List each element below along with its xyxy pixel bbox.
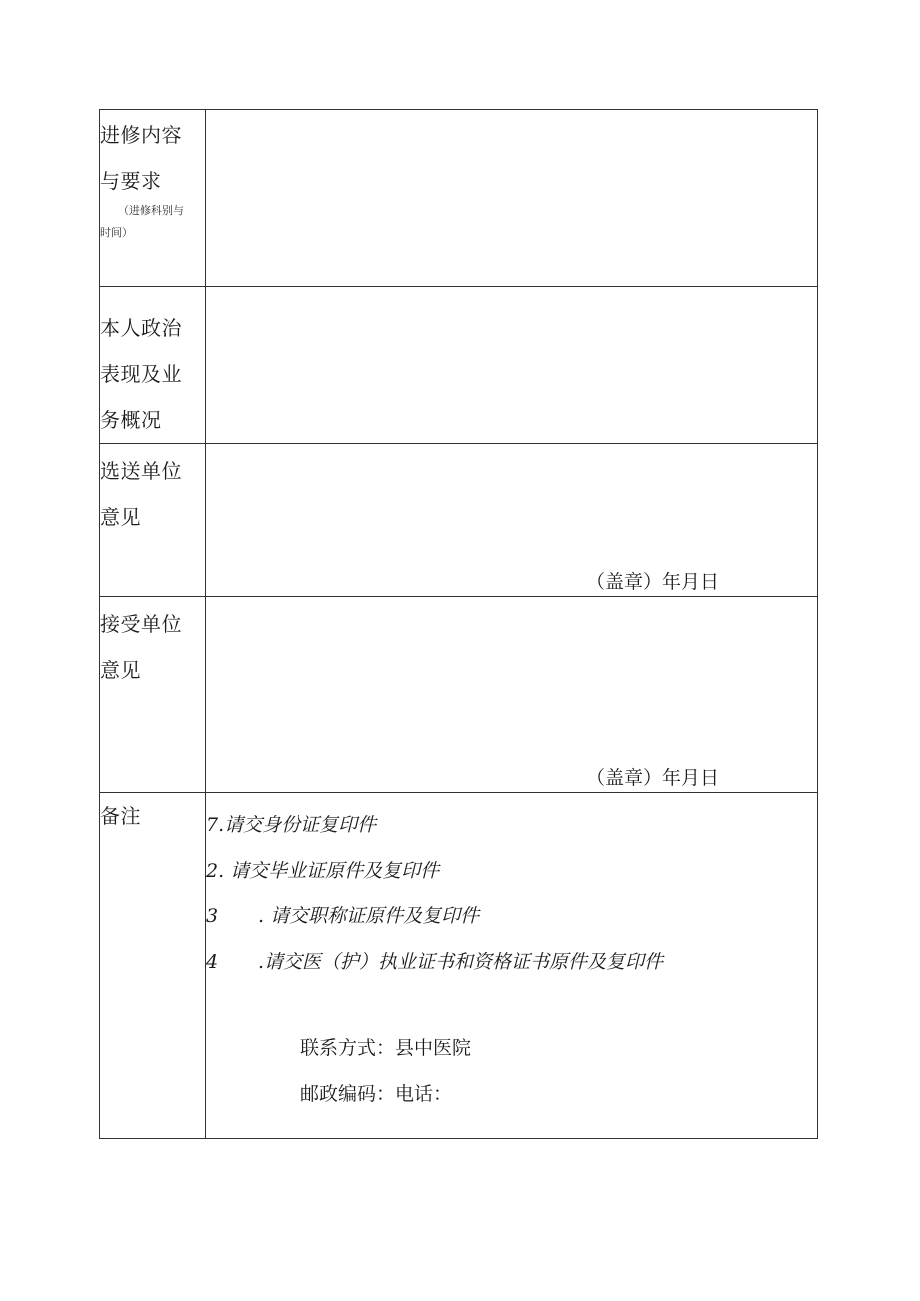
training-content-field[interactable] <box>206 110 818 287</box>
label-cell-political-performance <box>100 287 206 444</box>
row-receiving-unit-opinion <box>100 597 818 793</box>
remarks-cell <box>206 793 818 1139</box>
label-sub-line: 时间） <box>100 226 133 239</box>
political-performance-field[interactable] <box>206 287 818 444</box>
note-number: 7 <box>206 814 219 836</box>
label-line: 与要求 <box>100 169 162 193</box>
note-text: .请交医（护）执业证书和资格证书原件及复印件 <box>258 950 664 973</box>
label-line: 表现及业 <box>100 362 182 386</box>
label-line: 意见 <box>100 658 141 682</box>
sending-unit-opinion-field[interactable] <box>206 444 818 597</box>
label-sub-line: （进修科别与 <box>118 204 184 217</box>
row-political-performance <box>100 287 818 444</box>
contact-line: 联系方式：县中医院 <box>300 1037 472 1059</box>
row-training-content <box>100 110 818 287</box>
label-line: 本人政治 <box>100 316 182 340</box>
note-number: 4 <box>206 950 219 973</box>
label-cell-sending-unit <box>100 444 206 597</box>
label-line: 意见 <box>100 505 141 529</box>
row-sending-unit-opinion <box>100 444 818 597</box>
label-line: 务概况 <box>100 408 162 432</box>
postal-phone-line: 邮政编码：电话： <box>300 1083 453 1105</box>
row-remarks <box>100 793 818 1139</box>
label-line: 选送单位 <box>100 459 182 483</box>
note-text: . 请交毕业证原件及复印件 <box>218 859 440 882</box>
note-item <box>206 894 817 940</box>
label-line: 备注 <box>100 804 141 828</box>
contact-info <box>206 1025 817 1117</box>
stamp-date-text: （盖章）年月日 <box>585 767 719 789</box>
note-item <box>206 803 817 849</box>
note-number: 3 <box>206 905 219 927</box>
label-cell-training-content <box>100 110 206 287</box>
label-line: 进修内容 <box>100 123 182 147</box>
remarks-list <box>206 793 817 985</box>
receiving-unit-opinion-field[interactable] <box>206 597 818 793</box>
label-cell-receiving-unit <box>100 597 206 793</box>
note-item <box>206 940 817 986</box>
stamp-date-text: （盖章）年月日 <box>585 571 719 593</box>
label-line: 接受单位 <box>100 612 182 636</box>
note-number: 2 <box>206 859 219 882</box>
note-text: . 请交职称证原件及复印件 <box>258 905 480 927</box>
note-item <box>206 849 817 895</box>
note-text: .请交身份证复印件 <box>218 814 377 836</box>
training-application-form <box>99 109 818 1139</box>
label-cell-remarks <box>100 793 206 1139</box>
